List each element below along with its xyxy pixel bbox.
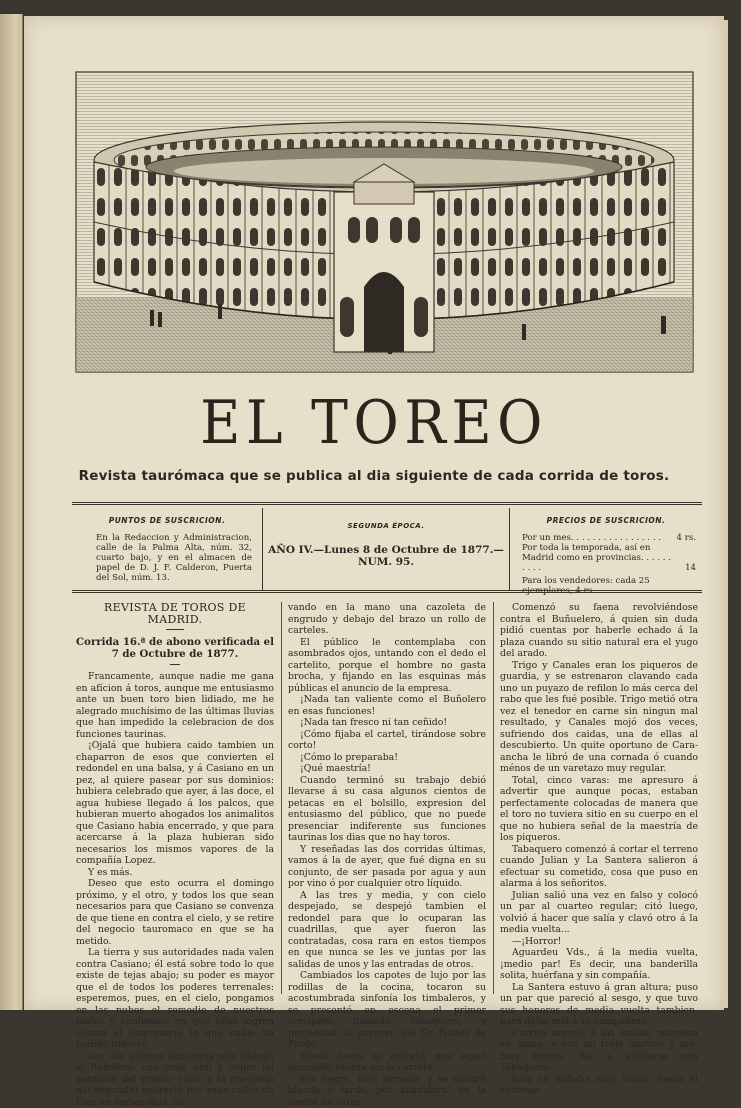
price-month-label: Por un mes. . . . . . . . . . . . . . . . .	[522, 533, 661, 543]
paragraph: La tierra y sus autoridades nada valen contra Casiano; él está sobre todo lo que existe de tejas abajo; su poder es mayor que el de todos los poderes terrenales: esperemos, pues, en el cielo, pongamos en las nubes el remedio de nuestros males y confiemos en que ellas logren contra el empresario lo que nadie ha podido todavía.	[76, 947, 274, 1051]
price-season-label: Por toda la temporada, así en Madrid como en provincias. . . . . . . . . .	[522, 543, 672, 573]
paragraph: Currito arengó á las masas, montera en mano, y con un traje marron y oro, muy bonito, fué á avistarse con Tabaquero.	[500, 1028, 698, 1074]
paragraph: Este se hallaba muy huido, hasta el extremo	[500, 1074, 698, 1097]
price-season-value: 14	[685, 563, 696, 573]
article-column-2	[288, 602, 486, 997]
paragraph: Y reseñadas las dos corridas últimas, vamos á la de ayer, que fué digna en su conjunto, de ser pasada por agua y aun por vino ó por cualquier otro líquido.	[288, 844, 486, 890]
price-season	[522, 543, 696, 573]
subtitle-dash	[170, 664, 180, 665]
masthead-title: EL TOREO	[52, 388, 696, 458]
paragraph: ¡Nada tan fresco ni tan ceñido!	[288, 717, 486, 729]
paragraph: Deseo que esto ocurra el domingo próximo, y el otro, y todos los que sean necesarios para que Casiano se convenza de que tiene en contra el cielo, y se retire del negocio tauromaco en que se ha metido.	[76, 878, 274, 947]
paragraph: Y es más.	[76, 867, 274, 879]
article-subtitle: Corrida 16.ª de abono verificada el 7 de Octubre de 1877.	[76, 636, 274, 660]
title-dash	[166, 629, 184, 630]
paragraph: ¡Cómo fijaba el cartel, tirándose sobre corto!	[288, 729, 486, 752]
column-divider-1	[281, 602, 282, 994]
paragraph: —¡Horror!	[500, 936, 698, 948]
price-month-value: 4 rs.	[677, 533, 696, 543]
price-month	[522, 533, 696, 543]
paragraph: Cuando terminó su trabajo debió llevarse á su casa algunos cientos de petacas en el bolsillo, expresion del entusiasmo del público, que no puede presenciar indiferente sus funciones taurinas los dias que no hay toros.	[288, 775, 486, 844]
price-vendors: Para los vendedores: cada 25 ejemplares, 4 rs	[522, 576, 696, 596]
paragraph: ¡Ojalá que hubiera caido tambien un chaparron de esos que convierten el redondel en una balsa, y á Casiano en un pez, al quiere pasear por sus dominios: hubiera celebrado que ayer, á las doce, el agua hubiese llegado á los palcos, que hubieran muerto ahogados los animalitos que Casiano habia encerrado, y que para acercarse á la plaza hubieran sido necesarios los mismos vapores de la compañía Lopez.	[76, 740, 274, 867]
paragraph: Trigo y Canales eran los piqueros de guardia, y se estrenaron clavando cada uno un puyazo de refilon lo más cerca del rabo que les fué posible. Trigo metió otra vez el tenedor en carne sin ningun mal resultado, y Canales mojó dos veces, sufriendo dos caidas, una de ellas al descubierto. Un quite oportuno de Cara-ancha le libró de una cornada ó cuando ménos de un varetazo muy regular.	[500, 660, 698, 775]
newspaper-page	[24, 16, 724, 1010]
subscription-points-text: En la Redaccion y Administracion, calle de la Palma Alta, núm. 32, cuarto bajo, y en el almacen de papel de D. J. F. Calderon, Puerta del Sol, núm. 13.	[96, 533, 252, 583]
subscription-prices	[510, 508, 702, 591]
paragraph: Tabaquero comenzó á cortar el terreno cuando Julian y La Santera salieron á efectuar su cometido, cosa que puso en alarma á los señoritos.	[500, 844, 698, 890]
article-column-3	[500, 602, 698, 997]
article-column-1	[76, 602, 274, 997]
subscription-points	[72, 508, 262, 591]
paragraph: Julian salió una vez en falso y colocó un par al cuarteo regular; citó luego, volvió á hacer que salía y clavó otro á la media vuelta...	[500, 890, 698, 936]
paragraph: Cambiados los capotes de lujo por las rodillas de la cocina, tocaron su acostumbrada sinfonía los timbaleros, y se presentó en escena el primer corsipeto, llamado Tabaquero, y propiedad, al parecer, del Sr. Nuñez de Prado.	[288, 970, 486, 1051]
subscription-prices-heading: PRECIOS DE SUSCRICION.	[510, 516, 702, 525]
subscription-points-heading: PUNTOS DE SUSCRICION.	[72, 516, 262, 525]
issue-info	[263, 508, 509, 591]
bottom-rule	[72, 590, 702, 593]
paragraph: vando en la mano una cazoleta de engrudo y debajo del brazo un rollo de carteles.	[288, 602, 486, 637]
paragraph: ¡Nada tan valiente como el Buñolero en esas funciones!	[288, 694, 486, 717]
masthead-tagline: Revista taurómaca que se publica al dia siguiente de cada corrida de toros.	[24, 468, 724, 484]
issue-date-number: AÑO IV.—Lunes 8 de Octubre de 1877.—NUM. 95.	[263, 544, 509, 568]
section-title: REVISTA DE TOROS DE MADRID.	[76, 602, 274, 625]
paragraph: ¡Cómo lo preparaba!	[288, 752, 486, 764]
paragraph: Francamente, aunque nadie me gana en afícion á toros, aunque me entusiasmo ante un buen toro bien lidiado, me he alegrado muchísimo de las últimas lluvias que han impedido la celebracion de dos funciones taurinas.	[76, 671, 274, 740]
paragraph: Desde luego se extrañó que aquel animalito saliera sin la carreta.	[288, 1051, 486, 1074]
column-divider-2	[493, 602, 494, 994]
subscription-info-box	[72, 508, 702, 591]
paragraph: Total, cinco varas: me apresuro á advertir que aunque pocas, estaban perfectamente colocadas de manera que el toro no tuviera sitio en su cuerpo en el que no hubiera señal de la maestría de los piqueros.	[500, 775, 698, 844]
bullring-engraving	[76, 72, 693, 372]
paragraph: Comenzó su faena revolviéndose contra el Buñuelero, á quien sin duda pidió cuentas por haberle echado á la plaza cuando su sitio natural era el yugo del arado.	[500, 602, 698, 660]
page-fore-edge	[724, 20, 728, 1008]
top-rule	[72, 502, 702, 505]
paragraph: A las tres y media, y con cielo despejado, se despejó tambien el redondel para que lo ocuparan las cuadrillas, que ayer fueron las contratadas, cosa rara en estos tiempos en que nunca se les ve juntas por las salidas de unos y las entradas de otros.	[288, 890, 486, 971]
price-list	[522, 533, 696, 596]
paragraph: Aguardeu Vds., á la media vuelta, ¡medio par! Es decir, una banderilla solita, huérfana y sin compañía.	[500, 947, 698, 982]
paragraph: ¡Qué maestría!	[288, 763, 486, 775]
paragraph: El público le contemplaba con asombrados ojos, untando con el dedo el cartelito, porque el hombre no gasta brocha, y fijando en las esquinas más públicas el anuncio de la empresa.	[288, 637, 486, 695]
adjacent-page-edge	[0, 14, 23, 1010]
epoch-heading: SEGUNDA ÉPOCA.	[263, 522, 509, 530]
paragraph: Era negro, bien armado, y se mostró blando y tardo, por añadidura, en la suerte de varas.	[288, 1074, 486, 1108]
paragraph: La Santera estuvo á gran altura; puso un par que pareció al sesgo, y que tuvo sus honores de media vuelta tambien, para dejar mal á su compañero.	[500, 982, 698, 1028]
paragraph: Los dos últimos domingos solo trabajó el Buñolero: con traje azul y negro (el pantalon del primer color y la chaqueta del segundo) apareció por esas calles de Dios en ambos dias, lle-	[76, 1051, 274, 1108]
